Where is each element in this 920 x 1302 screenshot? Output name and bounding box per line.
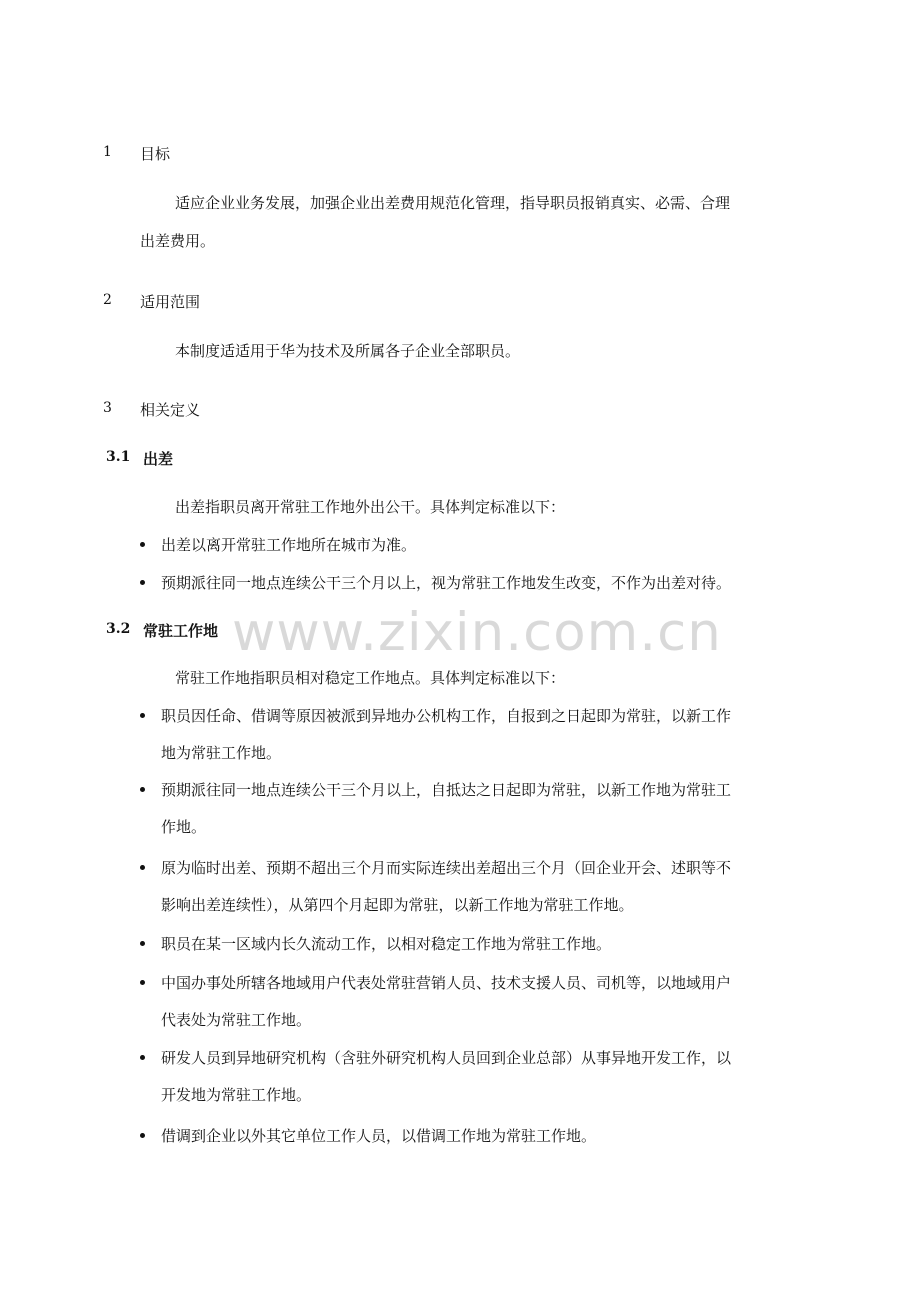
- bullet-dot: [140, 941, 145, 946]
- bullet-item: 研发人员到异地研究机构（含驻外研究机构人员回到企业总部）从事异地开发工作，以: [161, 1049, 732, 1067]
- bullet-item-continuation: 影响出差连续性），从第四个月起即为常驻，以新工作地为常驻工作地。: [161, 896, 634, 914]
- bullet-item-continuation: 代表处为常驻工作地。: [161, 1011, 312, 1029]
- section-1-number: 1: [103, 144, 112, 160]
- subsection-3-1-number: 3.1: [106, 449, 131, 465]
- bullet-item-continuation: 开发地为常驻工作地。: [161, 1086, 312, 1104]
- bullet-dot: [140, 580, 145, 585]
- bullet-dot: [140, 787, 145, 792]
- section-3-number: 3: [103, 400, 112, 416]
- section-1-title: 目标: [140, 145, 171, 163]
- section-2-number: 2: [103, 292, 112, 308]
- subsection-3-2-title: 常驻工作地: [143, 622, 219, 640]
- bullet-dot: [140, 865, 145, 870]
- bullet-item-continuation: 地为常驻工作地。: [161, 744, 282, 762]
- watermark: www.zixin.com.cn: [232, 602, 722, 663]
- bullet-item: 预期派往同一地点连续公干三个月以上，视为常驻工作地发生改变，不作为出差对待。: [161, 574, 732, 592]
- section-1-paragraph-line-2: 出差费用。: [140, 232, 216, 250]
- bullet-item: 出差以离开常驻工作地所在城市为准。: [161, 536, 417, 554]
- bullet-dot: [140, 980, 145, 985]
- bullet-item: 职员因任命、借调等原因被派到异地办公机构工作，自报到之日起即为常驻，以新工作: [161, 707, 732, 725]
- section-2-paragraph: 本制度适适用于华为技术及所属各子企业全部职员。: [175, 342, 521, 360]
- bullet-item-continuation: 作地。: [161, 818, 207, 836]
- section-2-title: 适用范围: [140, 293, 201, 311]
- bullet-dot: [140, 542, 145, 547]
- subsection-3-1-title: 出差: [143, 450, 174, 468]
- bullet-item: 职员在某一区域内长久流动工作，以相对稳定工作地为常驻工作地。: [161, 935, 612, 953]
- section-1-paragraph-line-1: 适应企业业务发展，加强企业出差费用规范化管理，指导职员报销真实、必需、合理: [175, 194, 731, 212]
- bullet-dot: [140, 1055, 145, 1060]
- section-3-title: 相关定义: [140, 401, 201, 419]
- subsection-3-2-number: 3.2: [106, 621, 131, 637]
- bullet-item: 原为临时出差、预期不超出三个月而实际连续出差超出三个月（回企业开会、述职等不: [161, 859, 732, 877]
- bullet-dot: [140, 713, 145, 718]
- subsection-3-2-intro: 常驻工作地指职员相对稳定工作地点。具体判定标准以下：: [175, 669, 566, 687]
- subsection-3-1-intro: 出差指职员离开常驻工作地外出公干。具体判定标准以下：: [175, 498, 566, 516]
- bullet-item: 借调到企业以外其它单位工作人员，以借调工作地为常驻工作地。: [161, 1127, 597, 1145]
- bullet-item: 中国办事处所辖各地域用户代表处常驻营销人员、技术支援人员、司机等，以地域用户: [161, 974, 732, 992]
- bullet-item: 预期派往同一地点连续公干三个月以上，自抵达之日起即为常驻，以新工作地为常驻工: [161, 781, 732, 799]
- bullet-dot: [140, 1133, 145, 1138]
